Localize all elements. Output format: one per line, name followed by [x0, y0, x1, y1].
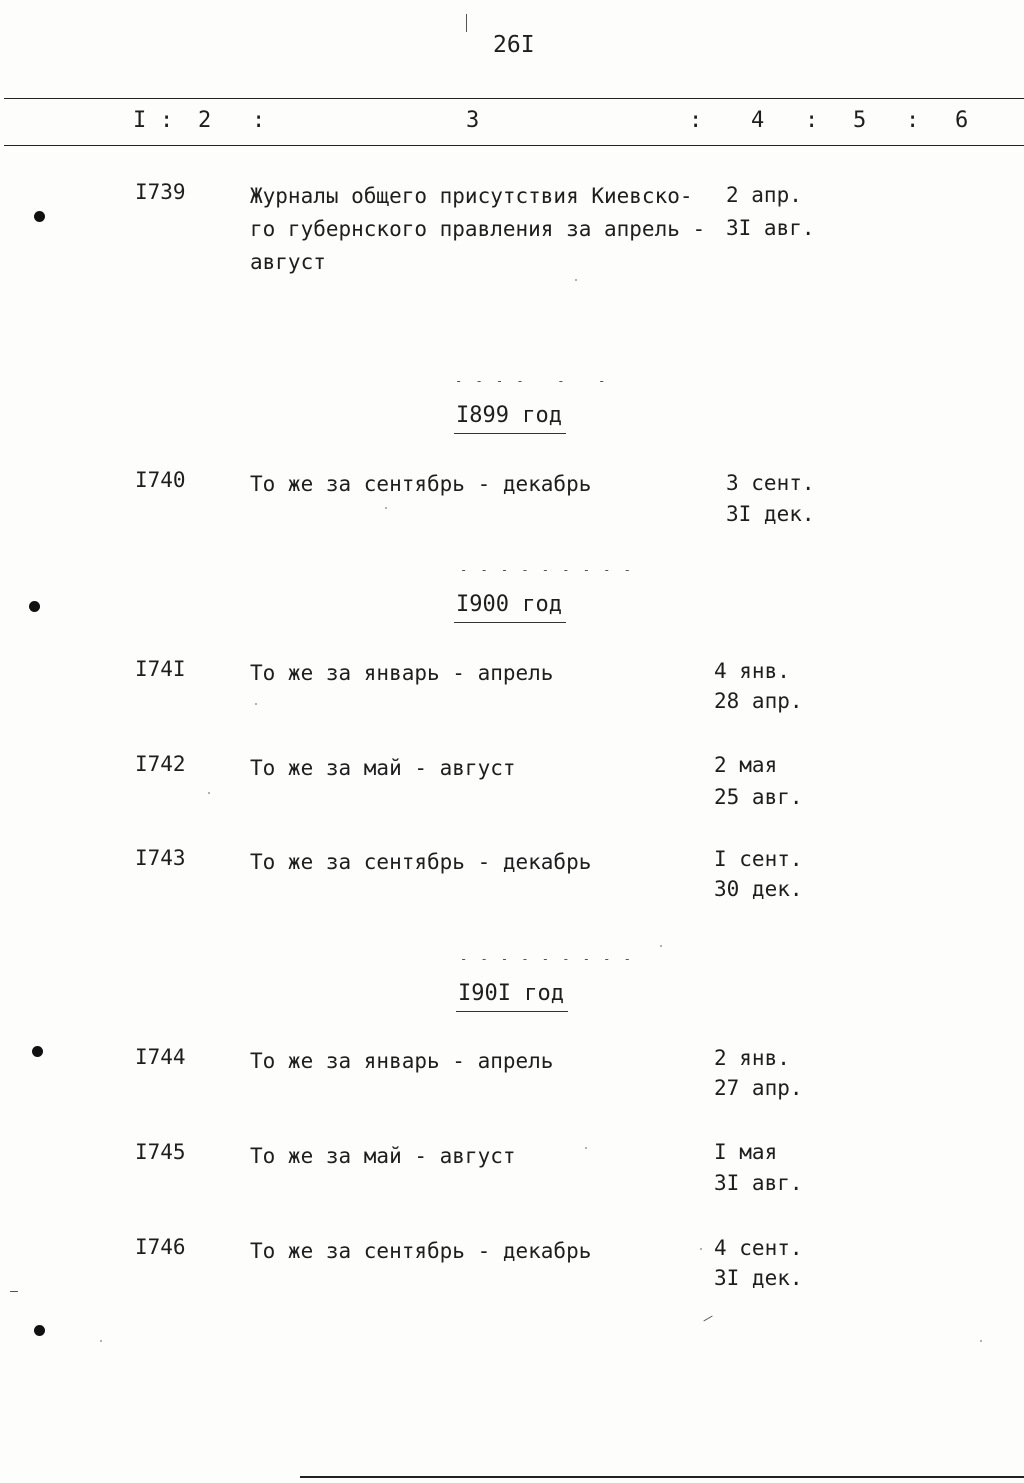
entry-number: I739 — [135, 180, 186, 204]
column-2-header: 2 — [198, 108, 212, 133]
entry-date-to: 28 апр. — [714, 689, 803, 713]
divider-dashes: - - - - - - - - - — [460, 952, 634, 966]
year-heading-text: I90I год — [458, 981, 564, 1006]
scan-speck — [575, 279, 577, 281]
entry-title-line: Журналы общего присутствия Киевско- — [250, 184, 693, 208]
year-underline — [456, 1011, 568, 1012]
entry-number: I746 — [135, 1235, 186, 1259]
punch-hole — [34, 1325, 45, 1336]
year-heading — [456, 403, 562, 428]
entry-date-to: 27 апр. — [714, 1076, 803, 1100]
entry-date-from: 3 сент. — [726, 471, 815, 495]
scan-speck — [208, 792, 210, 794]
scan-speck — [980, 1340, 982, 1342]
entry-title: То же за январь - апрель — [250, 1049, 554, 1073]
column-separator: : — [160, 108, 174, 133]
year-heading — [458, 981, 564, 1006]
entry-date-to: 3I авг. — [714, 1171, 803, 1195]
divider-dashes: - - - - - - - - - — [460, 563, 634, 577]
divider-dashes: - - - - - - — [455, 374, 609, 388]
punch-hole — [32, 1046, 43, 1057]
column-separator: : — [689, 108, 703, 133]
column-separator: : — [906, 108, 920, 133]
entry-number: I74I — [135, 657, 186, 681]
scan-speck — [255, 703, 257, 705]
header-top-rule — [4, 98, 1024, 99]
punch-hole — [29, 601, 40, 612]
entry-date-from: 2 янв. — [714, 1046, 790, 1070]
year-underline — [454, 433, 566, 434]
entry-date-from: I сент. — [714, 847, 803, 871]
entry-date-to: 25 авг. — [714, 785, 803, 809]
scan-speck — [385, 507, 387, 509]
entry-date-to: 30 дек. — [714, 877, 803, 901]
entry-title-line: го губернского правления за апрель - — [250, 217, 706, 241]
entry-date-to: 3I авг. — [726, 216, 815, 240]
entry-date-to: 3I дек. — [714, 1266, 803, 1290]
header-bottom-rule — [4, 145, 1024, 146]
column-4-header: 4 — [751, 108, 765, 133]
entry-title: То же за январь - апрель — [250, 661, 554, 685]
entry-number: I744 — [135, 1045, 186, 1069]
entry-title: То же за сентябрь - декабрь — [250, 850, 592, 874]
entry-number: I742 — [135, 752, 186, 776]
scan-speck — [100, 1340, 102, 1342]
entry-date-to: 3I дек. — [726, 502, 815, 526]
column-separator: : — [805, 108, 819, 133]
page-number: 26I — [493, 32, 535, 58]
entry-date-from: 4 сент. — [714, 1236, 803, 1260]
entry-title — [250, 180, 705, 279]
column-3-header: 3 — [466, 108, 480, 133]
entry-title: То же за май - август — [250, 1144, 516, 1168]
column-1-header: I — [133, 108, 147, 133]
entry-number: I745 — [135, 1140, 186, 1164]
entry-date-from: 4 янв. — [714, 659, 790, 683]
entry-number: I740 — [135, 468, 186, 492]
year-heading-text: I900 год — [456, 592, 562, 617]
entry-title-line: август — [250, 250, 326, 274]
entry-title: То же за сентябрь - декабрь — [250, 1239, 592, 1263]
pen-mark — [466, 14, 467, 32]
scan-speck — [585, 1147, 587, 1149]
entry-title: То же за сентябрь - декабрь — [250, 472, 592, 496]
page-bottom-rule — [300, 1476, 1024, 1478]
column-separator: : — [252, 108, 266, 133]
column-5-header: 5 — [853, 108, 867, 133]
scan-speck — [700, 1248, 702, 1250]
entry-date-from: I мая — [714, 1140, 778, 1164]
entry-date-from: 2 апр. — [726, 183, 802, 207]
pen-mark — [10, 1291, 18, 1292]
year-heading — [456, 592, 562, 617]
entry-title: То же за май - август — [250, 756, 516, 780]
entry-number: I743 — [135, 846, 186, 870]
punch-hole — [34, 211, 45, 222]
scan-speck — [660, 945, 662, 947]
year-heading-text: I899 год — [456, 403, 562, 428]
year-underline — [454, 622, 566, 623]
column-6-header: 6 — [955, 108, 969, 133]
entry-date-from: 2 мая — [714, 753, 778, 777]
pen-mark — [703, 1316, 712, 1322]
